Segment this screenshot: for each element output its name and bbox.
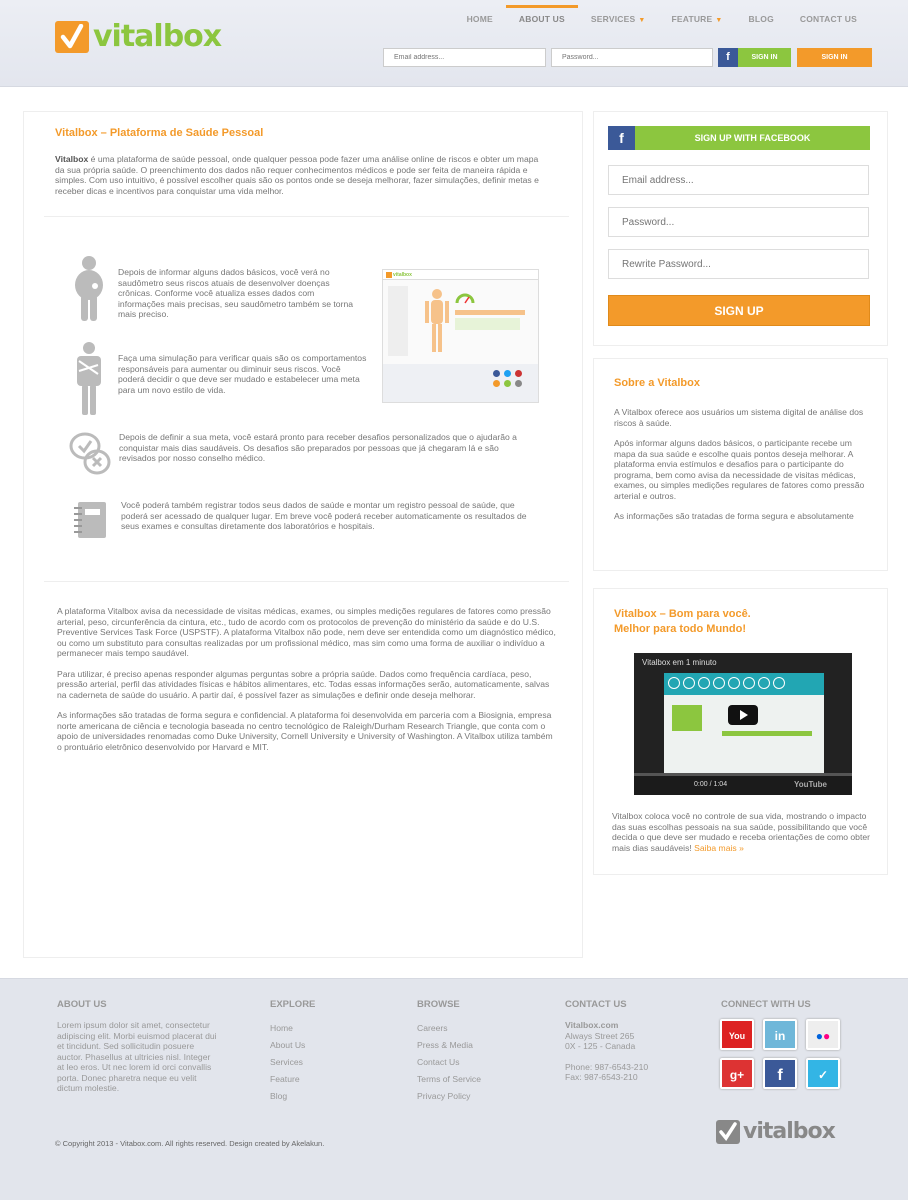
site-footer bbox=[0, 978, 908, 1200]
body-paragraph: As informações são tratadas de forma segura e confidencial. A plataforma foi desenvolvida em parceria com a Biosignia, empresa norte americana de ciência e tecnologia baseada no centro tecnológico de Raleigh/Durham Research Triangle, que conta com o apoio de universidades renomadas como Duke University, Cornell University e University of Washington. A Vitalbox utiliza também o prontuário eletrônico desenvolvido por Harvard e MIT. bbox=[57, 710, 553, 752]
about-paragraph: Após informar alguns dados básicos, o participante recebe um mapa da sua saúde e escolhe quais pontos deseja melhorar. A plataforma envia estímulos e desafios para o participante do programa, bem como avisa da necessidade de visitas médicas, exames, ou simples medições regulares de fatores como pressão arterial e outros. bbox=[614, 438, 865, 501]
body-map-icon bbox=[423, 288, 451, 353]
footer-logo[interactable] bbox=[716, 1119, 835, 1144]
main-nav bbox=[454, 5, 870, 35]
footer-contact bbox=[565, 999, 648, 1083]
nav-home[interactable]: HOME bbox=[466, 14, 493, 24]
caret-down-icon: ▼ bbox=[715, 17, 723, 24]
video-controls bbox=[634, 773, 852, 795]
signup-email-input[interactable] bbox=[608, 165, 869, 195]
about-paragraph: A Vitalbox oferece aos usuários um sistema digital de análise dos riscos à saúde. bbox=[614, 407, 864, 428]
brand-name: vitalbox bbox=[93, 19, 222, 54]
video-time: 0:00 / 1:04 bbox=[694, 781, 728, 788]
feature-text: Faça uma simulação para verificar quais são os comportamentos responsáveis para aumentar ou diminuir seus riscos. Você poderá decidir o que deve ser mudado e estabelecer uma meta para um novo estilo de vida. bbox=[118, 353, 367, 395]
signup-panel bbox=[593, 111, 888, 346]
linkedin-icon[interactable]: in bbox=[763, 1019, 797, 1050]
mini-brand: vitalbox bbox=[393, 271, 412, 278]
footer-link-about-us[interactable]: About Us bbox=[270, 1040, 306, 1050]
facebook-icon: f bbox=[718, 48, 738, 67]
chat-bubbles-icon bbox=[69, 432, 111, 478]
video-progress-track[interactable] bbox=[634, 773, 852, 776]
intro-title: Vitalbox – Plataforma de Saúde Pessoal bbox=[55, 127, 264, 139]
youtube-icon[interactable]: You bbox=[720, 1019, 754, 1050]
mini-dot-icon bbox=[504, 380, 511, 387]
nav-blog[interactable]: BLOG bbox=[748, 14, 774, 24]
facebook-sign-up-button[interactable] bbox=[608, 126, 870, 150]
shot-box bbox=[455, 318, 520, 330]
read-more-link[interactable]: Saiba mais » bbox=[694, 842, 744, 853]
gauge-icon bbox=[455, 292, 475, 304]
footer-link-careers[interactable]: Careers bbox=[417, 1023, 448, 1033]
nav-contact-us[interactable]: CONTACT US bbox=[799, 14, 857, 24]
nav-feature-label: FEATURE bbox=[671, 14, 713, 24]
footer-link-privacy[interactable]: Privacy Policy bbox=[417, 1091, 471, 1101]
footer-link-terms[interactable]: Terms of Service bbox=[417, 1074, 481, 1084]
site-header bbox=[0, 0, 908, 87]
play-button[interactable] bbox=[728, 705, 758, 725]
app-icon bbox=[698, 677, 710, 689]
signup-rewrite-password-input[interactable] bbox=[608, 249, 869, 279]
about-text bbox=[614, 407, 872, 532]
feature-item bbox=[69, 432, 534, 478]
app-icon bbox=[668, 677, 680, 689]
about-panel bbox=[593, 358, 888, 571]
footer-connect-title: CONNECT WITH US bbox=[721, 999, 811, 1010]
footer-browse bbox=[417, 999, 481, 1105]
nav-about-us[interactable]: ABOUT US bbox=[506, 5, 578, 35]
footer-link-blog[interactable]: Blog bbox=[270, 1091, 288, 1101]
facebook-icon[interactable]: f bbox=[763, 1058, 797, 1089]
contact-company: Vitalbox.com bbox=[565, 1020, 619, 1030]
feature-text: Depois de informar alguns dados básicos, você verá no saudômetro seus riscos atuais de desenvolver doenças crônicas. Conforme você atualiza esses dados com informações mais precisas, seu saudômetro também se torna mais preciso. bbox=[118, 267, 353, 319]
app-icon bbox=[743, 677, 755, 689]
video-player[interactable] bbox=[634, 653, 852, 795]
facebook-sign-up-label: SIGN UP WITH FACEBOOK bbox=[635, 126, 870, 150]
app-icon bbox=[683, 677, 695, 689]
feature-text: Depois de definir a sua meta, você estará pronto para receber desafios personalizados que o ajudarão a conquistar mais dias saudáveis. Os desafios são preparados por pessoas que já chegaram lá e são revisados por nosso conselho médico. bbox=[119, 432, 517, 463]
platform-screenshot bbox=[382, 269, 539, 403]
login-password-input[interactable] bbox=[551, 48, 713, 67]
shot-header bbox=[383, 270, 538, 280]
video-panel-title bbox=[614, 607, 751, 637]
divider bbox=[44, 581, 569, 582]
video-frame-toolbar bbox=[664, 673, 824, 695]
caret-down-icon: ▼ bbox=[638, 17, 646, 24]
notebook-icon bbox=[72, 500, 108, 540]
footer-link-feature[interactable]: Feature bbox=[270, 1074, 300, 1084]
facebook-sign-in-label: SIGN IN bbox=[738, 48, 791, 67]
platform-description bbox=[57, 606, 557, 762]
contact-address-2: 0X - 125 - Canada bbox=[565, 1041, 636, 1051]
person-simulation-icon bbox=[74, 341, 104, 415]
about-title: Sobre a Vitalbox bbox=[614, 377, 700, 389]
feature-text: Você poderá também registrar todos seus dados de saúde e montar um registro pessoal de saúde, que poderá ser acessado de qualquer lugar. Em breve você poderá receber automaticamente os resultados de seus exames e consultas diretamente dos laboratórios e hospitais. bbox=[121, 500, 527, 531]
mini-dot-icon bbox=[504, 370, 511, 377]
footer-about bbox=[57, 999, 217, 1094]
copyright: © Copyright 2013 - Vitabox.com. All rights reserved. Design created by Akelakun. bbox=[55, 1139, 325, 1148]
app-icon bbox=[728, 677, 740, 689]
video-panel-title-line2: Melhor para todo Mundo! bbox=[614, 623, 746, 635]
footer-about-title: ABOUT US bbox=[57, 999, 107, 1010]
google-plus-icon[interactable]: g+ bbox=[720, 1058, 754, 1089]
video-panel-body: Vitalbox coloca você no controle de sua vida, mostrando o impacto das suas escolhas pessoais na sua saúde, possibilitando que você decida o que deve ser mudado e receba orientações de como obter mais dias saudáveis! bbox=[612, 811, 870, 853]
body-paragraph: Para utilizar, é preciso apenas responder algumas perguntas sobre a própria saúde. Dados como frequência cardíaca, peso, pressão arterial, perfil das atividades físicas e hábitos alimentares, etc. Todas essas informações serão, automaticamente, salvas na caderneta de saúde do usuário. A partir daí, é possível fazer as simulações e definir onde deseja melhorar. bbox=[57, 668, 550, 700]
login-email-input[interactable] bbox=[383, 48, 546, 67]
mini-dot-icon bbox=[515, 380, 522, 387]
nav-services[interactable] bbox=[578, 5, 659, 35]
checkmark-icon bbox=[55, 21, 89, 53]
shot-sidebar bbox=[388, 286, 408, 356]
main-content bbox=[23, 111, 583, 958]
footer-link-press[interactable]: Press & Media bbox=[417, 1040, 473, 1050]
login-form bbox=[383, 48, 872, 67]
footer-brand-name: vitalbox bbox=[743, 1119, 835, 1144]
shot-bar bbox=[455, 310, 525, 315]
app-icon bbox=[758, 677, 770, 689]
social-links bbox=[720, 1019, 840, 1089]
mini-dot-icon bbox=[515, 370, 522, 377]
twitter-icon[interactable]: ✓ bbox=[806, 1058, 840, 1089]
youtube-logo[interactable]: YouTube bbox=[793, 780, 827, 789]
contact-address-1: Always Street 265 bbox=[565, 1030, 635, 1041]
footer-link-contact[interactable]: Contact Us bbox=[417, 1057, 460, 1067]
footer-connect bbox=[721, 999, 811, 1020]
feature-item bbox=[72, 500, 541, 540]
about-paragraph: As informações são tratadas de forma segura e absolutamente bbox=[614, 511, 854, 521]
contact-phone: Phone: 987-6543-210 bbox=[565, 1061, 649, 1072]
divider bbox=[44, 216, 569, 217]
sign-in-button[interactable]: SIGN IN bbox=[797, 48, 872, 67]
app-icon bbox=[773, 677, 785, 689]
flickr-icon[interactable]: ●● bbox=[806, 1019, 840, 1050]
body-paragraph: A plataforma Vitalbox avisa da necessidade de visitas médicas, exames, ou simples medições regulares de fatores como pressão arterial, peso, circunferência da cintura, etc., tudo de acordo com os protocolos de prevenção do ministério da saúde e do U.S. Preventive Services Task Force (USPSTF). A plataforma Vitalbox não pode, nem deve ser entendida como um diagnóstico médico, ou como um substituto para consultas realizadas por um profissional médico, mas sim como uma forma de auxiliar o indivíduo a permanecer mais tempo saudável. bbox=[57, 606, 556, 658]
sign-up-button[interactable]: SIGN UP bbox=[608, 295, 870, 326]
play-icon bbox=[728, 705, 758, 725]
facebook-icon: f bbox=[608, 126, 635, 150]
mini-logo-icon bbox=[386, 272, 392, 278]
intro-text bbox=[55, 154, 545, 196]
footer-link-home[interactable]: Home bbox=[270, 1023, 293, 1033]
mini-dot-icon bbox=[493, 370, 500, 377]
feature-item bbox=[74, 255, 363, 321]
checkmark-icon bbox=[716, 1120, 740, 1144]
intro-body: é uma plataforma de saúde pessoal, onde qualquer pessoa pode fazer uma análise online de riscos e obter um mapa da sua própria saúde. O preenchimento dos dados não requer conhecimentos médicos e pode ser feita de maneira rápida e simples. Com uso intuitivo, é possível escolher quais são os pontos onde se deseja melhorar, fazer simulações, definir metas e receber dicas e incentivos para conquistar uma vida melhor. bbox=[55, 154, 539, 196]
footer-explore bbox=[270, 999, 315, 1105]
shot-social bbox=[493, 370, 523, 387]
brand-logo[interactable] bbox=[55, 19, 221, 54]
mini-dot-icon bbox=[493, 380, 500, 387]
video-panel bbox=[593, 588, 888, 875]
footer-browse-title: BROWSE bbox=[417, 999, 460, 1010]
footer-contact-title: CONTACT US bbox=[565, 999, 627, 1010]
facebook-sign-in-button[interactable] bbox=[718, 48, 791, 67]
person-body-icon bbox=[74, 255, 104, 321]
footer-explore-title: EXPLORE bbox=[270, 999, 316, 1010]
nav-feature[interactable] bbox=[658, 5, 735, 35]
feature-item bbox=[74, 341, 368, 415]
intro-lead: Vitalbox bbox=[55, 154, 89, 164]
footer-link-services[interactable]: Services bbox=[270, 1057, 303, 1067]
video-panel-title-line1: Vitalbox – Bom para você. bbox=[614, 608, 751, 620]
video-figure bbox=[672, 705, 702, 731]
nav-services-label: SERVICES bbox=[590, 14, 636, 24]
footer-about-text: Lorem ipsum dolor sit amet, consectetur adipiscing elit. Morbi euismod placerat dui et tincidunt. Sed sollicitudin posuere auctor. Phasellus at ultricies nisl. Integer at leo eros. Ut nec lorem id orci convallis porta. Donec pharetra neque eu velit dictum molestie. bbox=[57, 1020, 217, 1093]
signup-password-input[interactable] bbox=[608, 207, 869, 237]
video-panel-text bbox=[612, 811, 874, 853]
video-bar bbox=[722, 731, 812, 736]
contact-fax: Fax: 987-6543-210 bbox=[565, 1072, 638, 1082]
video-title: Vitalbox em 1 minuto bbox=[642, 658, 717, 667]
app-icon bbox=[713, 677, 725, 689]
